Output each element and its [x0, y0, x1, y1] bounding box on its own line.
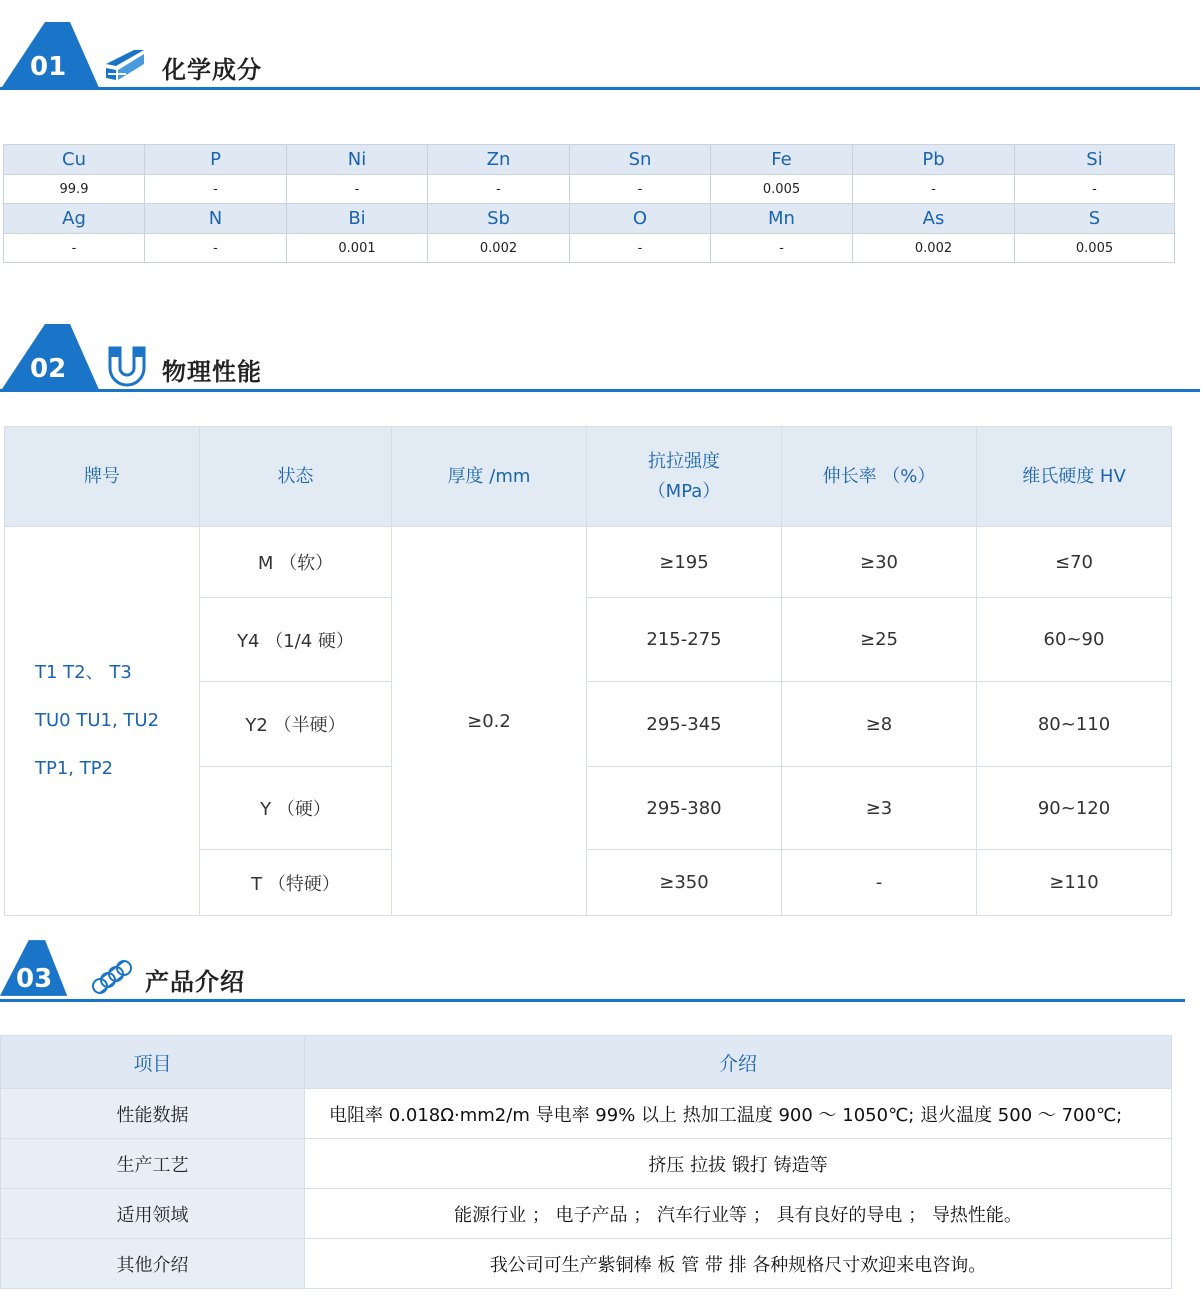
- element-name: Ag: [4, 204, 145, 234]
- element-value: -: [1015, 175, 1175, 204]
- element-name: Mn: [711, 204, 853, 234]
- header-item: 项目: [1, 1036, 305, 1089]
- element-name: Sb: [428, 204, 570, 234]
- element-value: 0.005: [1015, 234, 1175, 263]
- element-value: -: [287, 175, 428, 204]
- header-tensile: [587, 427, 782, 527]
- state-cell: Y2 （半硬）: [200, 682, 392, 767]
- element-name: Pb: [853, 145, 1015, 175]
- elongation-cell: ≥25: [782, 598, 977, 682]
- element-name: Si: [1015, 145, 1175, 175]
- element-value: -: [570, 175, 711, 204]
- tensile-cell: 215-275: [587, 598, 782, 682]
- element-value: 0.002: [853, 234, 1015, 263]
- section-number: 03: [16, 964, 53, 994]
- element-value: -: [711, 234, 853, 263]
- header-state: 状态: [200, 427, 392, 527]
- element-value: -: [570, 234, 711, 263]
- magnet-icon: [106, 346, 148, 388]
- table-row: [1, 1189, 1172, 1239]
- tensile-cell: 295-380: [587, 767, 782, 850]
- element-value: 0.002: [428, 234, 570, 263]
- header-brand: 牌号: [5, 427, 200, 527]
- element-value: -: [428, 175, 570, 204]
- element-name: O: [570, 204, 711, 234]
- desc-cell: 电阻率 0.018Ω·mm2/m 导电率 99% 以上 热加工温度 900 ～ 1050℃; 退火温度 500 ～ 700℃;: [305, 1089, 1172, 1139]
- element-name: P: [145, 145, 287, 175]
- section-number: 01: [30, 52, 67, 82]
- chemical-composition-table: [3, 144, 1175, 263]
- element-name: N: [145, 204, 287, 234]
- header-elongation: 伸长率 （%）: [782, 427, 977, 527]
- item-cell: 适用领域: [1, 1189, 305, 1239]
- desc-cell: 能源行业 ； 电子产品 ； 汽车行业等 ； 具有良好的导电 ； 导热性能。: [305, 1189, 1172, 1239]
- table-row: [1, 1139, 1172, 1189]
- hardness-cell: 90~120: [977, 767, 1172, 850]
- desc-cell: 挤压 拉拔 锻打 铸造等: [305, 1139, 1172, 1189]
- table-row: [5, 527, 1172, 598]
- header-hardness: 维氏硬度 HV: [977, 427, 1172, 527]
- element-name: Ni: [287, 145, 428, 175]
- element-name: S: [1015, 204, 1175, 234]
- brand-line: TU0 TU1, TU2: [35, 710, 160, 731]
- hardness-cell: 60~90: [977, 598, 1172, 682]
- elongation-cell: -: [782, 850, 977, 916]
- item-cell: 生产工艺: [1, 1139, 305, 1189]
- element-value: -: [853, 175, 1015, 204]
- elongation-cell: ≥3: [782, 767, 977, 850]
- thickness-cell: ≥0.2: [392, 527, 587, 916]
- element-value: 99.9: [4, 175, 145, 204]
- tensile-cell: ≥195: [587, 527, 782, 598]
- state-cell: M （软）: [200, 527, 392, 598]
- brand-cell: [5, 527, 200, 916]
- element-value: -: [145, 234, 287, 263]
- element-name: Bi: [287, 204, 428, 234]
- physical-properties-table: [4, 426, 1172, 916]
- section-number: 02: [30, 354, 67, 384]
- element-value-row: [4, 175, 1175, 204]
- elongation-cell: ≥30: [782, 527, 977, 598]
- brand-line: TP1, TP2: [35, 758, 114, 779]
- hardness-cell: ≤70: [977, 527, 1172, 598]
- elongation-cell: ≥8: [782, 682, 977, 767]
- item-cell: 其他介绍: [1, 1239, 305, 1289]
- state-cell: T （特硬）: [200, 850, 392, 916]
- physical-header-row: [5, 427, 1172, 527]
- section-header-product: [0, 912, 1202, 1002]
- element-name: Zn: [428, 145, 570, 175]
- state-cell: Y4 （1/4 硬）: [200, 598, 392, 682]
- section-title: 产品介绍: [145, 968, 245, 996]
- section-title: 物理性能: [162, 358, 262, 386]
- table-row: [1, 1239, 1172, 1289]
- element-name: Sn: [570, 145, 711, 175]
- element-name: As: [853, 204, 1015, 234]
- header-thickness: 厚度 /mm: [392, 427, 587, 527]
- hardness-cell: 80~110: [977, 682, 1172, 767]
- tensile-cell: 295-345: [587, 682, 782, 767]
- element-name: Fe: [711, 145, 853, 175]
- element-value-row: [4, 234, 1175, 263]
- element-name: Cu: [4, 145, 145, 175]
- element-value: 0.001: [287, 234, 428, 263]
- table-row: [1, 1089, 1172, 1139]
- section-rule: [0, 389, 1200, 392]
- section-header-physical: [0, 302, 1202, 392]
- state-cell: Y （硬）: [200, 767, 392, 850]
- element-value: 0.005: [711, 175, 853, 204]
- brand-line: T1 T2、 T3: [35, 662, 132, 683]
- element-header-row: [4, 145, 1175, 175]
- bar-stock-icon: [104, 44, 146, 82]
- hardness-cell: ≥110: [977, 850, 1172, 916]
- product-header-row: [1, 1036, 1172, 1089]
- product-intro-table: [0, 1035, 1172, 1289]
- coil-icon: [90, 954, 134, 996]
- element-value: -: [4, 234, 145, 263]
- desc-cell: 我公司可生产紫铜棒 板 管 带 排 各种规格尺寸欢迎来电咨询。: [305, 1239, 1172, 1289]
- element-value: -: [145, 175, 287, 204]
- tensile-cell: ≥350: [587, 850, 782, 916]
- section-rule: [0, 999, 1185, 1002]
- section-header-chemical: [0, 0, 1202, 90]
- section-rule: [0, 87, 1200, 90]
- item-cell: 性能数据: [1, 1089, 305, 1139]
- header-tensile-label: 抗拉强度: [648, 450, 720, 472]
- header-intro: 介绍: [305, 1036, 1172, 1089]
- header-tensile-unit: （MPa）: [647, 480, 721, 502]
- element-header-row: [4, 204, 1175, 234]
- section-title: 化学成分: [162, 56, 262, 84]
